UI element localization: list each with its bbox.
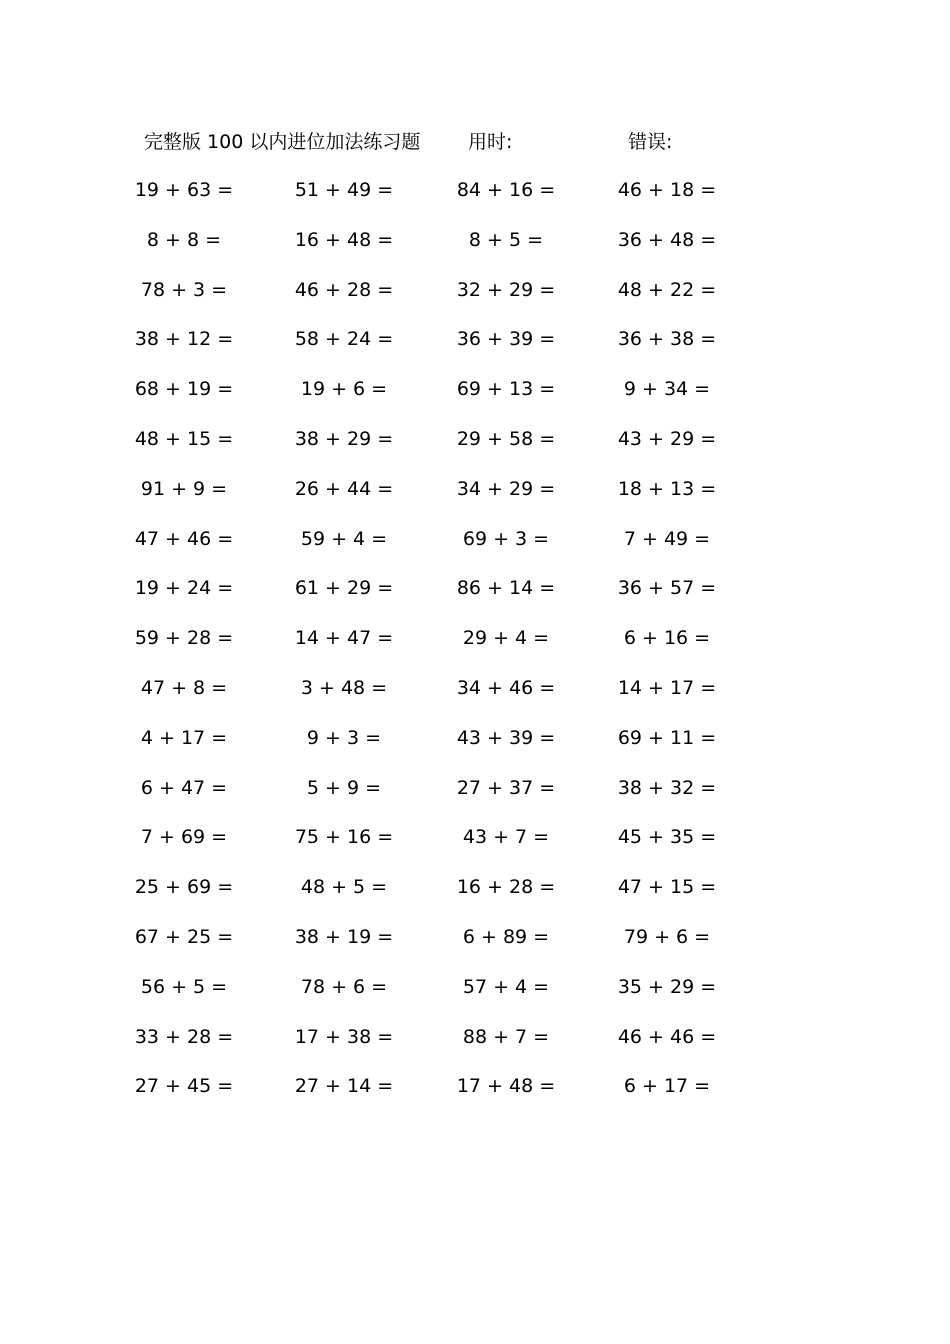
problem: 46 + 46 = bbox=[617, 1025, 717, 1048]
problem-row bbox=[0, 620, 950, 670]
problem: 8 + 8 = bbox=[146, 228, 222, 251]
problem-row bbox=[0, 1019, 950, 1069]
problem: 19 + 6 = bbox=[300, 378, 388, 401]
problem: 14 + 47 = bbox=[294, 627, 394, 650]
problem: 6 + 89 = bbox=[462, 925, 550, 948]
problem-row bbox=[0, 321, 950, 371]
problem: 78 + 6 = bbox=[300, 975, 388, 998]
problem-row bbox=[0, 869, 950, 919]
problem: 17 + 38 = bbox=[294, 1025, 394, 1048]
problem-row bbox=[0, 1068, 950, 1118]
problem: 19 + 63 = bbox=[134, 179, 234, 201]
problem: 19 + 24 = bbox=[134, 577, 234, 600]
problem-row bbox=[0, 471, 950, 521]
problem: 9 + 3 = bbox=[306, 726, 382, 749]
problem: 56 + 5 = bbox=[140, 975, 228, 998]
problem: 18 + 13 = bbox=[617, 477, 717, 500]
worksheet-header bbox=[0, 124, 950, 160]
problem: 43 + 29 = bbox=[617, 427, 717, 450]
problem-row bbox=[0, 570, 950, 620]
problem: 9 + 34 = bbox=[623, 378, 711, 401]
problem: 58 + 24 = bbox=[294, 328, 394, 351]
problem: 36 + 38 = bbox=[617, 328, 717, 351]
problem: 45 + 35 = bbox=[617, 826, 717, 849]
problem: 38 + 12 = bbox=[134, 328, 234, 351]
problem: 17 + 48 = bbox=[456, 1075, 556, 1098]
problem: 88 + 7 = bbox=[462, 1025, 550, 1048]
problem: 29 + 4 = bbox=[462, 627, 550, 650]
problem: 27 + 45 = bbox=[134, 1075, 234, 1098]
problem-row bbox=[0, 272, 950, 322]
problem: 61 + 29 = bbox=[294, 577, 394, 600]
problem: 59 + 4 = bbox=[300, 527, 388, 550]
problem-grid bbox=[0, 172, 950, 1118]
problem: 91 + 9 = bbox=[140, 477, 228, 500]
problem: 78 + 3 = bbox=[140, 278, 228, 301]
problem: 25 + 69 = bbox=[134, 876, 234, 899]
problem: 43 + 7 = bbox=[462, 826, 550, 849]
problem: 5 + 9 = bbox=[306, 776, 382, 799]
error-label: 错误: bbox=[628, 131, 673, 153]
problem: 86 + 14 = bbox=[456, 577, 556, 600]
problem: 79 + 6 = bbox=[623, 925, 711, 948]
problem-row bbox=[0, 222, 950, 272]
problem: 57 + 4 = bbox=[462, 975, 550, 998]
problem: 69 + 3 = bbox=[462, 527, 550, 550]
problem: 38 + 29 = bbox=[294, 427, 394, 450]
problem-row bbox=[0, 670, 950, 720]
problem-row bbox=[0, 819, 950, 869]
problem: 16 + 28 = bbox=[456, 876, 556, 899]
problem: 6 + 17 = bbox=[623, 1075, 711, 1098]
problem: 34 + 29 = bbox=[456, 477, 556, 500]
problem: 6 + 16 = bbox=[623, 627, 711, 650]
problem: 59 + 28 = bbox=[134, 627, 234, 650]
problem-row bbox=[0, 969, 950, 1019]
problem-row bbox=[0, 172, 950, 222]
problem: 27 + 37 = bbox=[456, 776, 556, 799]
problem: 38 + 19 = bbox=[294, 925, 394, 948]
problem: 32 + 29 = bbox=[456, 278, 556, 301]
problem-row bbox=[0, 521, 950, 571]
problem: 8 + 5 = bbox=[468, 228, 544, 251]
problem-row bbox=[0, 770, 950, 820]
worksheet-title: 完整版 100 以内进位加法练习题 bbox=[144, 131, 421, 153]
problem: 43 + 39 = bbox=[456, 726, 556, 749]
problem: 47 + 15 = bbox=[617, 876, 717, 899]
time-label: 用时: bbox=[468, 131, 513, 153]
problem: 51 + 49 = bbox=[294, 179, 394, 201]
problem: 68 + 19 = bbox=[134, 378, 234, 401]
problem: 34 + 46 = bbox=[456, 676, 556, 699]
problem: 6 + 47 = bbox=[140, 776, 228, 799]
problem: 38 + 32 = bbox=[617, 776, 717, 799]
problem: 36 + 48 = bbox=[617, 228, 717, 251]
problem: 29 + 58 = bbox=[456, 427, 556, 450]
problem-row bbox=[0, 919, 950, 969]
problem-row bbox=[0, 421, 950, 471]
problem-row bbox=[0, 720, 950, 770]
problem: 33 + 28 = bbox=[134, 1025, 234, 1048]
problem: 4 + 17 = bbox=[140, 726, 228, 749]
problem: 36 + 57 = bbox=[617, 577, 717, 600]
problem: 48 + 5 = bbox=[300, 876, 388, 899]
problem: 47 + 46 = bbox=[134, 527, 234, 550]
problem: 14 + 17 = bbox=[617, 676, 717, 699]
problem: 75 + 16 = bbox=[294, 826, 394, 849]
problem: 36 + 39 = bbox=[456, 328, 556, 351]
problem: 46 + 18 = bbox=[617, 179, 717, 201]
problem-row bbox=[0, 371, 950, 421]
problem: 26 + 44 = bbox=[294, 477, 394, 500]
problem: 35 + 29 = bbox=[617, 975, 717, 998]
problem: 27 + 14 = bbox=[294, 1075, 394, 1098]
problem: 69 + 13 = bbox=[456, 378, 556, 401]
problem: 3 + 48 = bbox=[300, 676, 388, 699]
problem: 67 + 25 = bbox=[134, 925, 234, 948]
problem: 84 + 16 = bbox=[456, 179, 556, 201]
problem: 48 + 15 = bbox=[134, 427, 234, 450]
problem: 16 + 48 = bbox=[294, 228, 394, 251]
problem: 47 + 8 = bbox=[140, 676, 228, 699]
problem: 7 + 49 = bbox=[623, 527, 711, 550]
problem: 69 + 11 = bbox=[617, 726, 717, 749]
problem: 46 + 28 = bbox=[294, 278, 394, 301]
problem: 7 + 69 = bbox=[140, 826, 228, 849]
problem: 48 + 22 = bbox=[617, 278, 717, 301]
